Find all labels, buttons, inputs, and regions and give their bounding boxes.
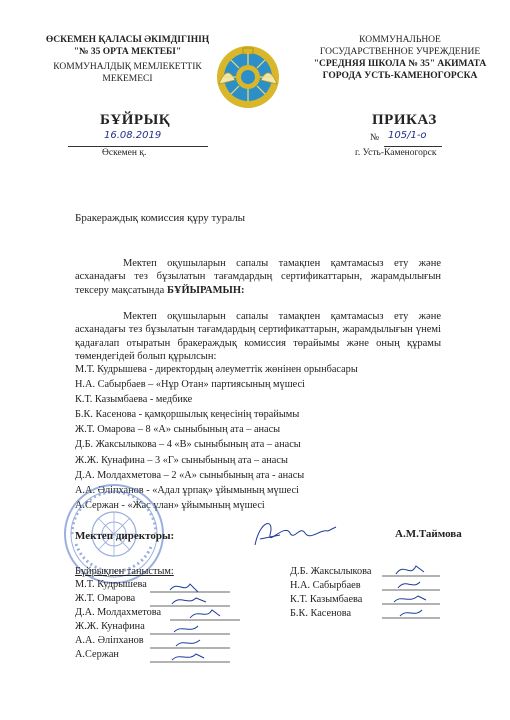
list-item: Д.Б. Жаксылыкова – 4 «В» сыныбының ата – анасы xyxy=(75,439,301,451)
ack-left-item xyxy=(75,592,161,606)
header-left-line2: "№ 35 ОРТА МЕКТЕБІ" xyxy=(73,47,182,57)
header-left xyxy=(25,34,230,85)
header-right-line1: КОММУНАЛЬНОЕ xyxy=(359,35,441,45)
list-item: М.Т. Кудрышева - директордың әлеуметтік жөнінен орынбасары xyxy=(75,364,358,375)
ack-left-item xyxy=(75,648,161,662)
list-item: Б.К. Касенова - қамқоршылық кеңесінің төрайымы xyxy=(75,409,300,421)
header-left-line3: КОММУНАЛДЫҚ МЕМЛЕКЕТТІК xyxy=(53,62,202,72)
director-label: Мектеп директоры: xyxy=(75,530,175,542)
ack-name: К.Т. Казымбаева xyxy=(290,594,363,605)
order-city-ru: г. Усть-Каменогорск xyxy=(355,148,437,158)
state-emblem xyxy=(215,44,281,110)
ack-left-item xyxy=(75,606,161,620)
ack-right-item xyxy=(290,607,371,621)
order-number-prefix: № xyxy=(370,133,380,143)
order-number: 105/1-о xyxy=(388,130,427,141)
ack-right-item xyxy=(290,593,371,607)
ack-label: Бұйрықпен таныстым: xyxy=(75,566,174,577)
preamble xyxy=(75,257,441,297)
ack-name: А.А. Әліпханов xyxy=(75,635,144,646)
preamble-bold: БҰЙЫРАМЫН: xyxy=(166,284,245,296)
order-subject: Бракераждық комиссия құру туралы xyxy=(75,212,246,224)
ack-left-signatures xyxy=(150,580,260,671)
order-date-line xyxy=(68,130,208,147)
list-item: Д.А. Молдахметова – 2 «А» сыныбының ата - анасы xyxy=(75,469,305,481)
director-name: А.М.Таймова xyxy=(395,528,462,540)
order-title-kz: БҰЙРЫҚ xyxy=(100,112,171,128)
header-right-line2: ГОСУДАРСТВЕННОЕ УЧРЕЖДЕНИЕ xyxy=(319,47,481,57)
ack-name: Д.Б. Жаксылыкова xyxy=(290,566,372,577)
ack-name: Б.К. Касенова xyxy=(290,608,352,619)
list-item: Н.А. Сабырбаев – «Нұр Отан» партиясының мүшесі xyxy=(75,379,305,391)
ack-left-item xyxy=(75,578,161,592)
ack-right-item xyxy=(290,565,371,579)
ack-right-signatures xyxy=(378,562,448,631)
ack-right-list xyxy=(290,565,371,621)
director-signature xyxy=(250,515,340,560)
ack-right-item xyxy=(290,579,371,593)
ack-name: Ж.Т. Омарова xyxy=(75,593,136,604)
order-text: Мектеп оқушыларын сапалы тамақпен қамтамасыз ету және асханадағы тез бұзылатын тағамдардың сертификаттарын, жарамдылығын үнемі қадағалап отыратын бракераждық комиссия төрайымы және оның құрамы төмендегідей болып құрылсын: xyxy=(75,311,441,362)
header-right xyxy=(300,34,500,82)
header-right-line3: "СРЕДНЯЯ ШКОЛА № 35" АКИМАТА xyxy=(313,59,487,69)
ack-left-list xyxy=(75,578,161,662)
order-title-ru: ПРИКАЗ xyxy=(372,112,437,128)
list-item: Ж.Т. Омарова – 8 «А» сыныбының ата – анасы xyxy=(75,424,281,436)
list-item: А.А. Әліпханов - «Адал ұрпақ» ұйымының мүшесі xyxy=(75,484,299,496)
list-item: Ж.Ж. Кунафина – 3 «Г» сыныбының ата – анасы xyxy=(75,454,288,466)
ack-left-item xyxy=(75,620,161,634)
ack-name: М.Т. Кудрышева xyxy=(75,579,147,590)
ack-name: Ж.Ж. Кунафина xyxy=(75,621,145,632)
ack-name: Н.А. Сабырбаев xyxy=(290,580,361,591)
list-item: К.Т. Казымбаева - медбике xyxy=(75,394,193,406)
order-number-line xyxy=(384,130,442,147)
ack-name: А.Сержан xyxy=(75,649,119,660)
ack-left-item xyxy=(75,634,161,648)
header-left-line4: МЕКЕМЕСІ xyxy=(102,74,153,84)
header-right-line4: ГОРОДА УСТЬ-КАМЕНОГОРСКА xyxy=(322,71,478,81)
order-city-kz: Өскемен қ. xyxy=(102,148,147,158)
order-date: 16.08.2019 xyxy=(104,130,162,141)
ack-name: Д.А. Молдахметова xyxy=(75,607,162,618)
preamble-text: Мектеп оқушыларын сапалы тамақпен қамтамасыз ету және асханадағы тез бұзылатын тағамдардың сертификаттарын, жарамдылығын тексеру мақсатында xyxy=(75,258,441,296)
header-left-line1: ӨСКЕМЕН ҚАЛАСЫ ӘКІМДІГІНІҢ xyxy=(45,35,210,45)
list-item: А.Сержан - «Жас ұлан» ұйымының мүшесі xyxy=(75,499,265,511)
